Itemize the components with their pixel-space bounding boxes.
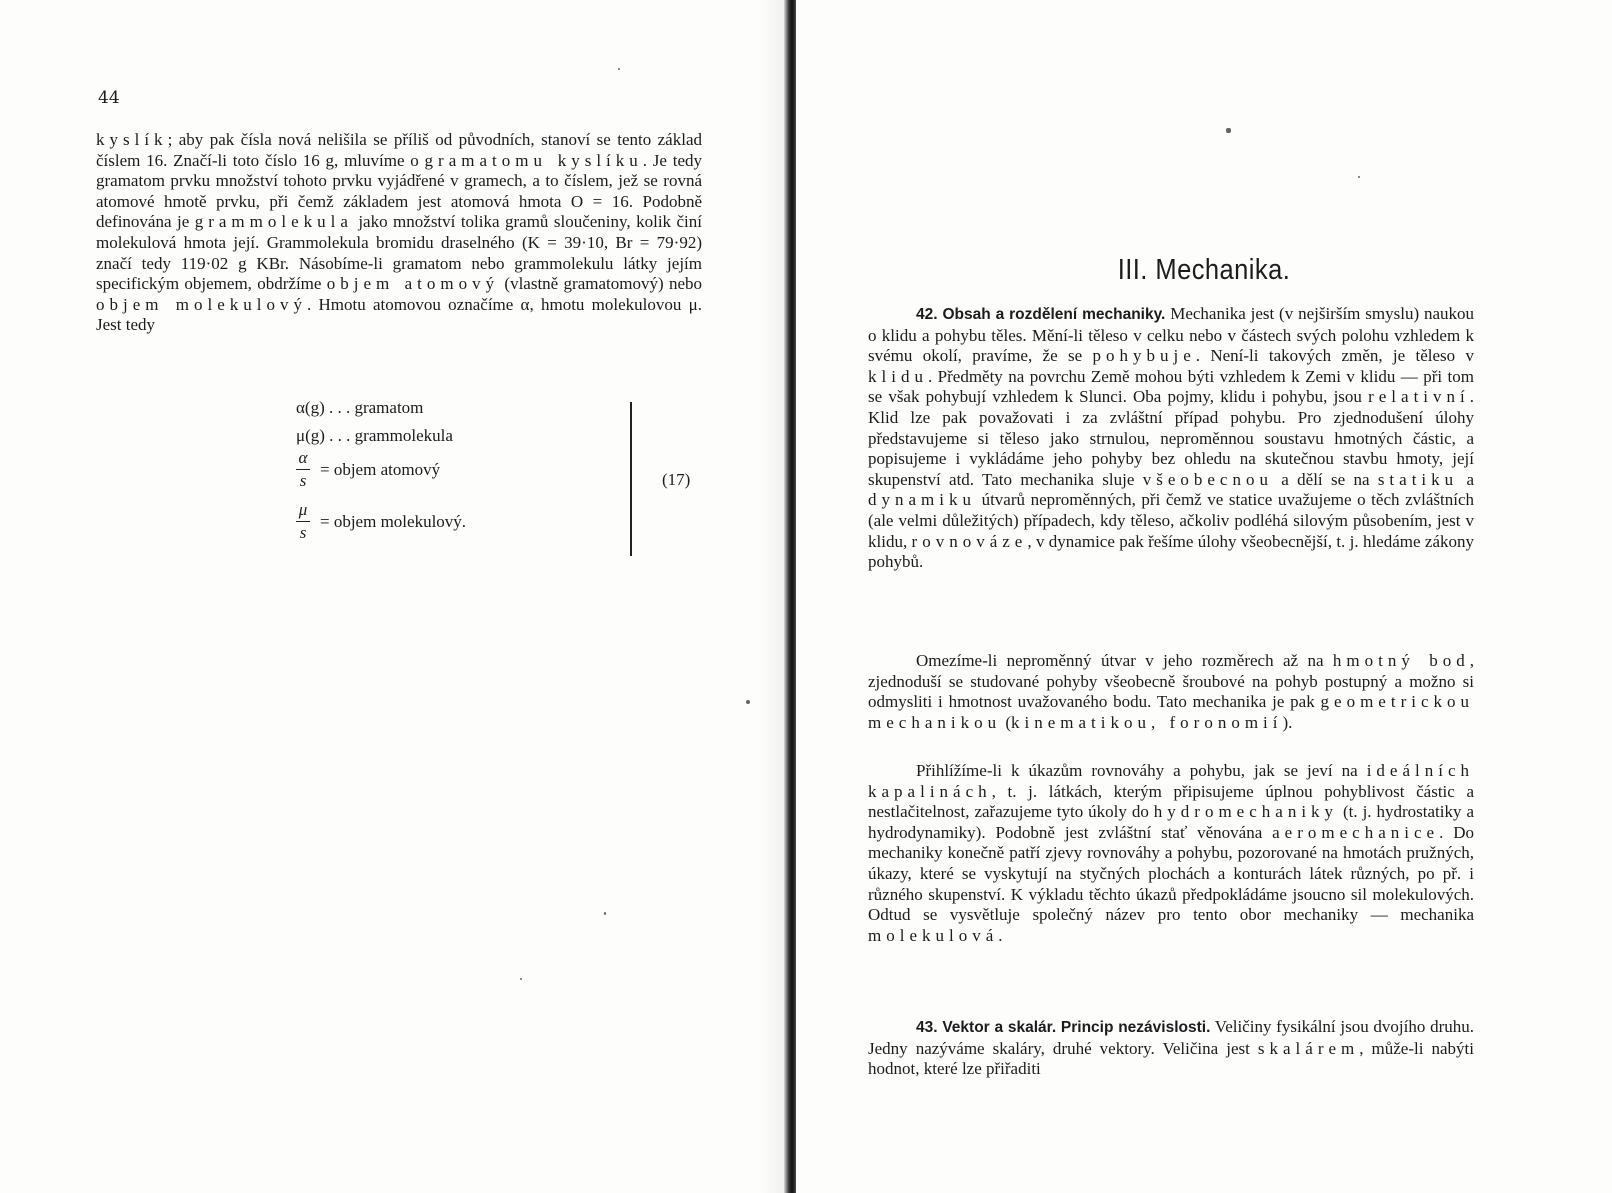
text-run: jako množství tolika gramů sloučeniny, kolik činí molekulová hmota její. Grammolekula bromidu draselného (K = 39·10, Br = 79·92) značí tedy 119·02 g KBr. Násobíme-li gramatom nebo grammolekulu látky jejím specifickým objemem, obdržíme	[96, 212, 702, 294]
fraction-bar	[296, 521, 310, 522]
spaced-term: statiku	[1377, 469, 1459, 489]
right-page	[796, 0, 1612, 1193]
equation-number: (17)	[662, 470, 691, 489]
left-paragraph	[96, 130, 702, 336]
text-run: Mechanika jest (v nejširším smyslu) naukou o klidu a pohybu těles. Mění-li těleso v celku nebo v částech svých polohu vzhledem k svému okolí, pravíme, že se	[868, 304, 1474, 366]
spaced-term: molekulová	[868, 925, 999, 945]
text-run: . Klid lze pak považovati i za zvláštní případ pohybu. Pro zjednodušení úlohy představujeme si těleso jako strnulou, neproměnnou soustavu hmotných částic, a popisujeme i vykládáme jeho pohyby bez ohledu na skutečnou stavbu hmoty, její skupenství atd. Tato mechanika sluje	[868, 387, 1474, 489]
spaced-term: aeromechanice	[1272, 822, 1440, 842]
spaced-term: objem atomový	[326, 274, 500, 294]
text-run: ).	[1282, 712, 1293, 732]
spaced-term: objem molekulový	[96, 294, 307, 314]
text-run: , t. j. látkách, kterým připisujeme úplnou pohyblivost částic a nestlačitelnost, zařazujeme tyto úkoly do	[868, 781, 1474, 822]
spaced-term: klidu	[868, 366, 928, 386]
text-run: , může-li nabýti hodnot, které lze přiřaditi	[868, 1038, 1474, 1079]
section-43-paragraph	[868, 1017, 1474, 1080]
text-run: (	[1001, 712, 1012, 732]
text-run: , zjednoduší se studované pohyby všeobecně šroubové na pohyb postupný a možno si odmysliti i hmotnost uvažovaného bodu. Tato mechanika je pak	[868, 651, 1474, 712]
formula-block	[296, 398, 716, 556]
text-run: Veličiny fysikální jsou dvojího druhu. Jedny nazýváme skaláry, druhé vektory. Veličina jest	[868, 1017, 1474, 1058]
text-run: . Do mechaniky konečně patří zjevy rovnováhy a pohybu, pozorované na hmotách pružných, úkazy, které se vyskytují na styčných plochách a konturách látek různých, po př. i různého skupenství. K výkladu těchto úkazů předpokládáme jsoucno sil molekulových. Odtud se vysvětluje společný název pro tento obor mechaniky — mechanika	[868, 822, 1474, 925]
spaced-term: relativní	[1368, 387, 1470, 407]
spaced-term: geometrickou mechanikou	[868, 692, 1474, 732]
hydromechanics-paragraph	[868, 761, 1474, 946]
text-run: Přihlížíme-li k úkazům rovnováhy a pohybu, jak se jeví na	[916, 761, 1367, 780]
fraction-bar	[296, 469, 310, 470]
fraction-mu-s	[296, 500, 310, 543]
spaced-term: všeobecnou	[1142, 469, 1273, 489]
formula-brace	[630, 402, 632, 556]
formula-line-atomic-volume: = objem atomový	[320, 460, 441, 479]
spaced-term: pohybuje	[1092, 346, 1196, 366]
section-heading: 42. Obsah a rozdělení mechaniky.	[916, 306, 1166, 323]
text-run: ; aby pak čísla nová nelišila se příliš od původních, stanoví se tento základ číslem 16. Značí-li toto číslo 16 g, mluvíme o	[96, 130, 702, 170]
text-run: (vlastně gramatomový) nebo	[499, 274, 702, 294]
fraction-numerator: α	[298, 448, 308, 467]
spaced-term: hmotný bod	[1332, 651, 1470, 670]
text-run: . Předměty na povrchu Země mohou býti vzhledem k Zemi v klidu — při tom se však pohybují vzhledem k Slunci. Oba pojmy, klidu i pohybu, jsou	[868, 366, 1474, 407]
formula-line-gramatom: α(g) . . . gramatom	[296, 398, 424, 417]
text-run: . Je tedy gramatom prvku množství tohoto prvku vyjádřené v gramech, a to číslem, jež se rovná atomové hmotě prvku, při čemž základem jest atomová hmota O = 16. Podobně definována je	[96, 150, 702, 232]
spaced-term: skalárem	[1257, 1038, 1360, 1058]
paper-speck	[520, 978, 522, 980]
section-heading: 43. Vektor a skalár. Princip nezávislosti.	[916, 1019, 1211, 1036]
spaced-term: hydromechaniky	[1153, 802, 1339, 822]
text-run: , v dynamice pak řešíme úlohy všeobecnější, t. j. hledáme zákony pohybů.	[868, 531, 1474, 572]
formula-line-molecular-volume: = objem molekulový.	[320, 512, 467, 531]
fraction-denominator: s	[299, 471, 307, 490]
point-mass-paragraph	[868, 651, 1474, 733]
left-page	[0, 0, 786, 1193]
paper-speck	[1358, 176, 1360, 178]
spaced-term: dynamiku	[868, 490, 976, 510]
text-run: Omezíme-li neproměnný útvar v jeho rozměrech až na	[916, 651, 1333, 670]
spaced-term: kyslík	[96, 130, 168, 149]
text-run: a dělí se na	[1272, 469, 1378, 489]
spaced-term: kinematikou, foronomií	[1011, 712, 1283, 732]
text-run: a	[1458, 469, 1475, 489]
text-run: (t. j. hydrostatiky a hydrodynamiky). Podobně jest zvláštní stať věnována	[868, 802, 1474, 842]
text-run: útvarů neproměnných, při čemž ve statice uvažujeme o těch zvláštních (ale velmi důležitých) případech, kdy těleso, ačkoliv podléhá silovým působením, jest v klidu,	[868, 490, 1474, 551]
spaced-term: rovnováze	[911, 531, 1028, 551]
text-run: . Hmotu atomovou označíme α, hmotu molekulovou μ. Jest tedy	[96, 294, 702, 335]
formula-line-grammolekula: μ(g) . . . grammolekula	[296, 426, 453, 445]
fraction-alpha-s	[296, 448, 310, 491]
chapter-title: III. Mechanika.	[1117, 254, 1291, 286]
fraction-numerator: μ	[298, 500, 308, 519]
paper-speck	[1226, 128, 1231, 133]
fraction-denominator: s	[299, 523, 307, 542]
page-number: 44	[98, 88, 120, 108]
paper-speck	[604, 912, 606, 915]
spaced-term: gramatomu kyslíku	[424, 150, 643, 170]
paper-speck	[746, 700, 750, 704]
text-run: . Není-li takových změn, je těleso v	[1195, 346, 1475, 366]
section-42-paragraph	[868, 304, 1474, 573]
paper-speck	[618, 68, 620, 70]
spaced-term: ideálních kapalinách	[868, 761, 1474, 801]
text-run: .	[998, 925, 1003, 945]
spaced-term: grammolekula	[194, 212, 353, 232]
